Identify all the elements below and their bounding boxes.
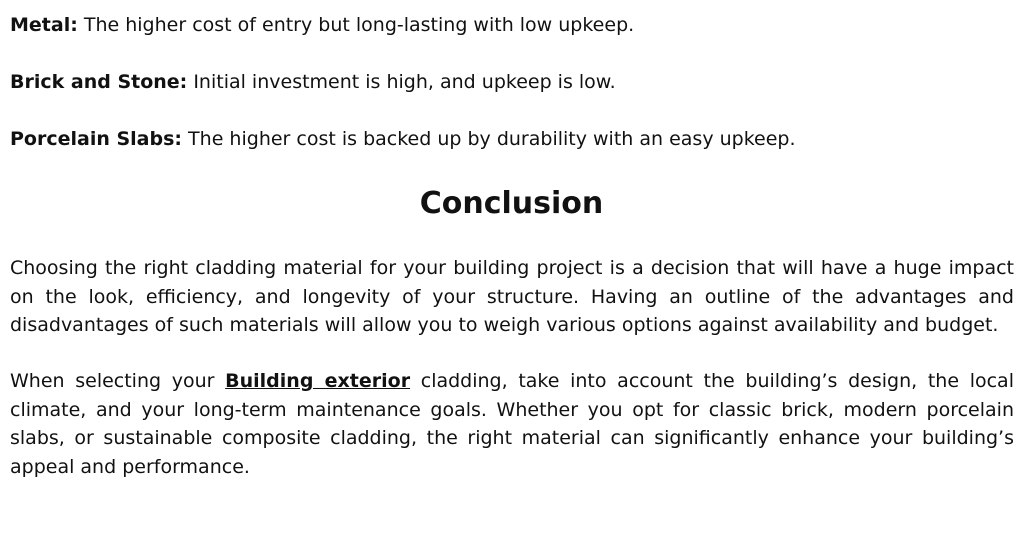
cost-item-metal (10, 11, 1014, 39)
building-exterior-link[interactable]: Building exterior (225, 370, 411, 392)
cost-item-porcelain-slabs (10, 125, 1014, 153)
cost-item-text: Initial investment is high, and upkeep is low. (187, 71, 616, 93)
cost-item-brick-and-stone (10, 68, 1014, 96)
conclusion-heading: Conclusion (419, 186, 604, 221)
paragraph-text: When selecting your (10, 370, 226, 392)
cost-item-label: Porcelain Slabs: (10, 128, 183, 150)
cost-item-text: The higher cost of entry but long-lasting with low upkeep. (77, 14, 635, 36)
cost-item-text: The higher cost is backed up by durability with an easy upkeep. (182, 128, 796, 150)
cost-item-label: Brick and Stone: (10, 71, 188, 93)
conclusion-paragraph-1: Choosing the right cladding material for your building project is a decision that will have a huge impact on the look, efficiency, and longevity of your structure. Having an outline of the advantages and disadvantages of such materials will allow you to weigh various options against availability and budget. (10, 257, 1014, 336)
cost-item-label: Metal: (10, 14, 78, 36)
conclusion-paragraph-2 (10, 367, 1014, 481)
paragraph-text: cladding, take into account the building’s design, the local climate, and your long-term maintenance goals. Whether you opt for classic brick, modern porcelain slabs, or sustainable composite cladding, the right material can significantly enhance your building’s appeal and performance. (10, 370, 1014, 478)
